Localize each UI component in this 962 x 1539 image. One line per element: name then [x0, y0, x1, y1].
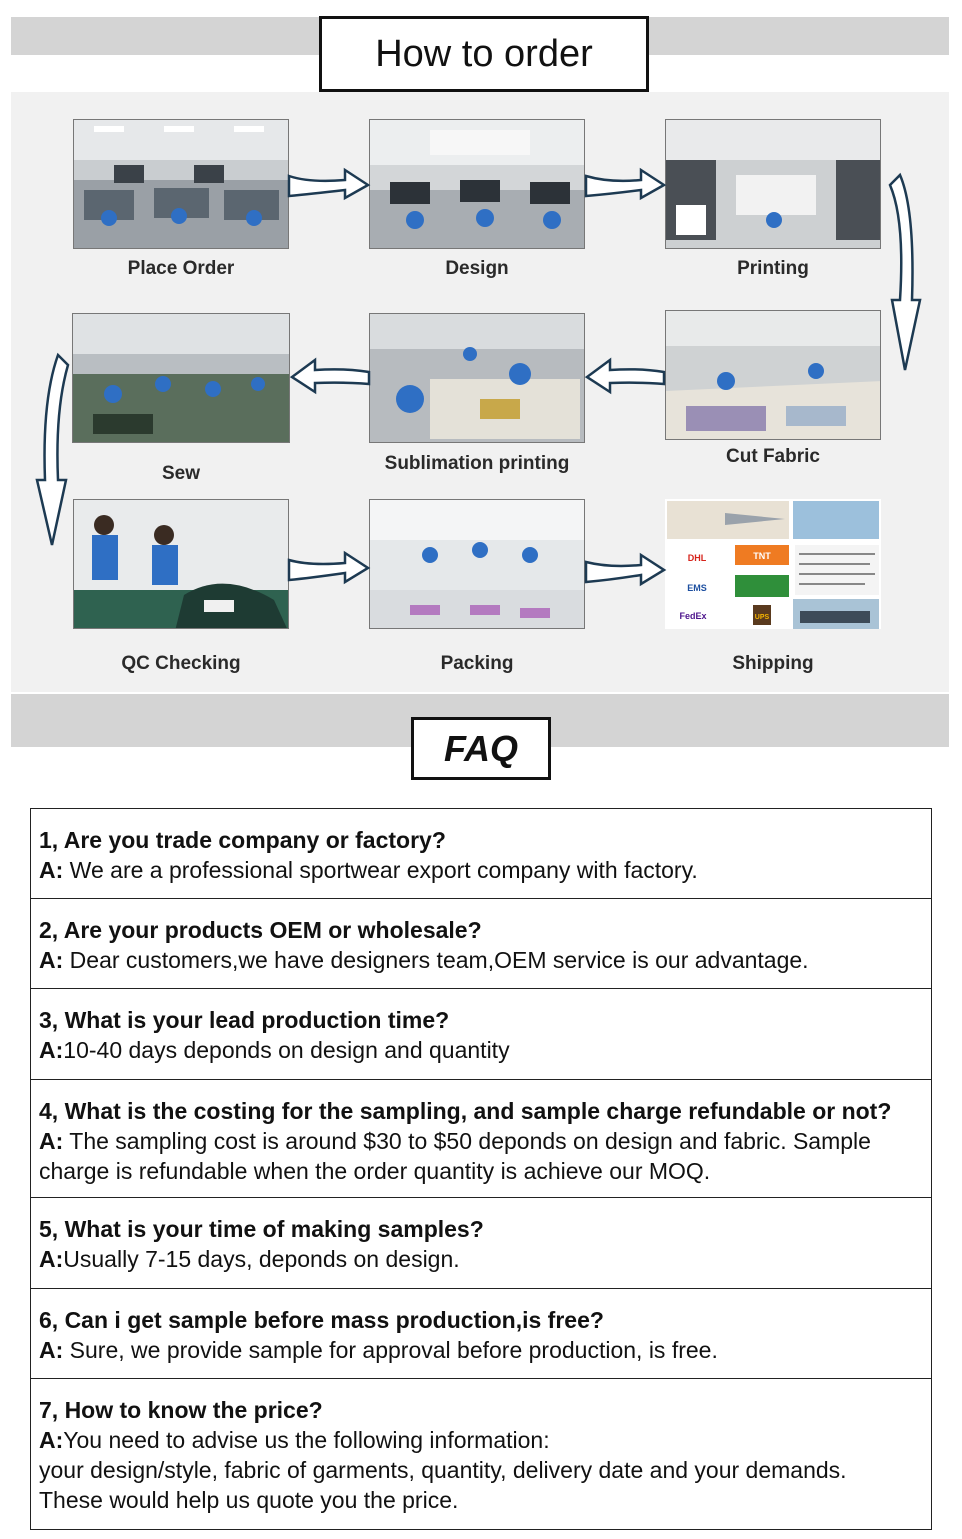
step-label-cut-fabric: Cut Fabric [726, 446, 820, 467]
faq-item [31, 899, 931, 989]
arrow-right-icon [289, 553, 368, 582]
faq-answer-line: These would help us quote you the price. [39, 1487, 459, 1513]
carrier-fedex: FedEx [679, 611, 707, 621]
step-label-shipping: Shipping [732, 653, 814, 674]
faq-answer: A:You need to advise us the following information: [39, 1427, 550, 1453]
faq-question: 6, Can i get sample before mass production,is free? [39, 1307, 604, 1333]
arrow-down-icon [37, 355, 68, 545]
faq-question: 1, Are you trade company or factory? [39, 827, 446, 853]
faq-question: 7, How to know the price? [39, 1397, 323, 1423]
faq-table [30, 808, 932, 1530]
arrow-down-icon [890, 175, 920, 370]
faq-answer: A:10-40 days deponds on design and quantity [39, 1037, 510, 1063]
step-label-packing: Packing [440, 653, 514, 674]
faq-question: 2, Are your products OEM or wholesale? [39, 917, 482, 943]
faq-question: 5, What is your time of making samples? [39, 1216, 484, 1242]
how-to-order-title: How to order [319, 16, 649, 92]
step-label-sew: Sew [161, 463, 201, 484]
faq-item [31, 809, 931, 899]
step-label-design: Design [445, 258, 509, 279]
carrier-ups: UPS [754, 614, 770, 621]
faq-title: FAQ [411, 717, 551, 780]
arrow-right-icon [586, 170, 664, 198]
arrow-right-icon [289, 170, 368, 198]
step-label-sublimation: Sublimation printing [384, 453, 570, 474]
arrow-left-icon [587, 360, 664, 392]
faq-answer: A: Dear customers,we have designers team,OEM service is our advantage. [39, 947, 809, 973]
carrier-tnt: TNT [753, 551, 771, 561]
carrier-dhl: DHL [687, 553, 707, 563]
faq-answer: A: Sure, we provide sample for approval before production, is free. [39, 1337, 718, 1363]
faq-question: 4, What is the costing for the sampling, and sample charge refundable or not? [39, 1098, 892, 1124]
faq-item [31, 1080, 931, 1198]
faq-item [31, 1379, 931, 1529]
carrier-ems: EMS [687, 583, 707, 593]
step-label-qc-checking: QC Checking [121, 653, 241, 674]
faq-item [31, 989, 931, 1080]
faq-answer: A: The sampling cost is around $30 to $50 deponds on design and fabric. Sample charge is refundable when the order quantity is achieve our MOQ. [39, 1128, 871, 1184]
faq-item [31, 1198, 931, 1289]
step-label-place-order: Place Order [127, 258, 235, 279]
faq-item [31, 1289, 931, 1379]
faq-answer: A:Usually 7-15 days, deponds on design. [39, 1246, 460, 1272]
faq-question: 3, What is your lead production time? [39, 1007, 450, 1033]
faq-answer: A: We are a professional sportwear export company with factory. [39, 857, 698, 883]
faq-answer-line: your design/style, fabric of garments, quantity, delivery date and your demands. [39, 1457, 847, 1483]
step-label-printing: Printing [737, 258, 809, 279]
arrow-left-icon [292, 360, 369, 392]
process-arrows [0, 0, 962, 700]
arrow-right-icon [586, 555, 664, 584]
